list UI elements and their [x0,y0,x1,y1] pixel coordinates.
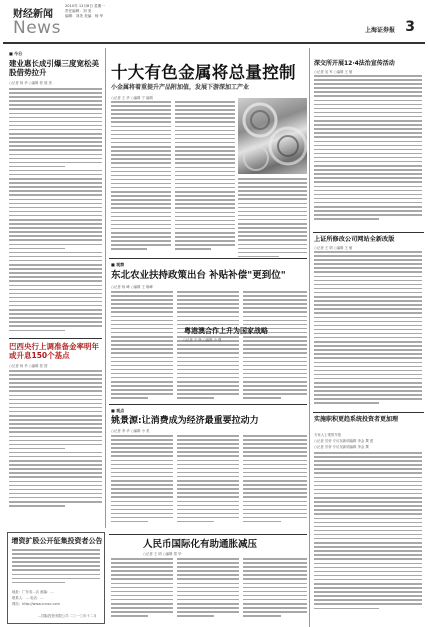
ad-address: 地址：广东省…区 邮编：… [12,590,54,594]
right-text-2 [314,251,422,407]
ad-title: 增资扩股公开征集投资者公告 [11,537,103,545]
mid-byline: ○记者 杨 峰 ○编辑 王 晓峰 [111,285,153,289]
newspaper-page [3,0,425,627]
lead-headline: 十大有色金属将总量控制 [111,63,296,82]
mid-kicker: ■ 观察 [111,262,125,267]
left-rule [9,338,102,339]
ad-footer: …国际投资有限公司 二〇一〇年十二月 [38,614,97,618]
left-headline: 建业惠长成引爆三度宽松美股借势拉升 [9,59,99,77]
right-headline-1: 深交所开展12·4法治宣传活动 [314,60,395,67]
right-rule-2 [313,412,424,413]
lead-text-col1 [111,101,171,252]
right-text-1 [314,75,422,222]
left-headline-2: 巴西央行上调准备金率明年或升息150个基点 [9,342,99,360]
page-number: 3 [405,19,415,35]
lower-text-col2 [177,435,239,525]
lower-headline: 姚景源:让消费成为经济最重要拉动力 [111,416,259,426]
metal-coils-image [238,98,307,174]
right-byline-2: ○记者 王 明 ○编辑 王 敏 [314,246,353,250]
mid-text-col2 [177,291,239,402]
bottom-text-col2 [177,558,239,619]
mid-rule [109,404,307,405]
issue-meta [65,4,145,19]
issue-editor: 责任编辑：刘 美 [65,9,92,13]
right-byline-3: ○记者 贝蒂 专访吴新明编辑 李金 撰 建 [314,439,374,443]
section-brand: 财经新闻 [13,9,53,20]
lower-byline: ○记者 李 华 ○编辑 小 美 [111,429,150,433]
left-byline: ○记者 杨 华 ○编辑 张 瑞 美 [9,81,52,85]
right-text-3 [314,452,422,612]
ad-website: 网站：http://www.cnnsc.com [12,602,60,606]
lead-rule [109,258,307,259]
lead-photo [238,98,307,174]
mid-text-col3 [243,291,307,402]
lower-kicker: ■ 观点 [111,408,125,413]
lead-text-col3 [238,178,307,260]
lead-byline: ○记者 王 华 ○编辑 宁 编辑 [111,96,153,100]
mid-headline: 东北农业扶持政策出台 补贴补偿"更到位" [111,270,286,281]
bottom-rule [109,534,307,535]
right-byline-4: ○记者 贝蒂 专访吴新明编辑 李金 撰 [314,445,369,449]
left-article-text [9,88,102,334]
mid-text-col1 [111,291,173,402]
issue-date: 2010年 12月8日 星期一 [65,4,105,8]
ad-body-text [12,549,100,586]
issue-staff: 编辑：刘美 美编：杨 华 [65,14,104,18]
lead-text-col2 [175,101,235,252]
bottom-text-col3 [243,558,307,619]
masthead [3,0,425,44]
sub-byline: ○记者 于 杨 ○编辑 小 强 [183,338,222,342]
column-divider [309,48,310,627]
advertisement-box [7,532,105,624]
bottom-byline: ○记者 王 明 ○编辑 郑 华 [143,552,182,556]
right-rule-1 [313,232,424,233]
column-divider [105,48,106,528]
right-headline-2: 上证所修改公司网站全新改版 [314,236,395,243]
lead-subhead: 小金属将着重提升产品附加值，发展下游深加工产业 [111,84,250,91]
right-headline-3: 实施职积更趋系统投资者更加理 [314,416,399,423]
section-title-en: News [13,18,61,38]
right-byline-1: ○记者 吴 军 ○编辑 王 敏 [314,70,353,74]
left-byline-2: ○记者 杨 华 ○编辑 张 国 [9,364,48,368]
left-article-text-2 [9,370,102,509]
left-kicker: ■ 今日 [9,51,23,56]
lower-text-col1 [111,435,173,525]
lower-text-col3 [243,435,307,525]
right-subhead-3: 专家人士观察早报 [314,433,342,437]
paper-name: 上海证券报 [364,27,395,34]
bottom-text-col1 [111,558,173,619]
bottom-headline: 人民币国际化有助通胀减压 [143,539,258,550]
ad-contact: 联系人：… 电话：… [12,596,44,600]
sub-headline: 粤港澳合作上升为国家战略 [184,327,268,335]
